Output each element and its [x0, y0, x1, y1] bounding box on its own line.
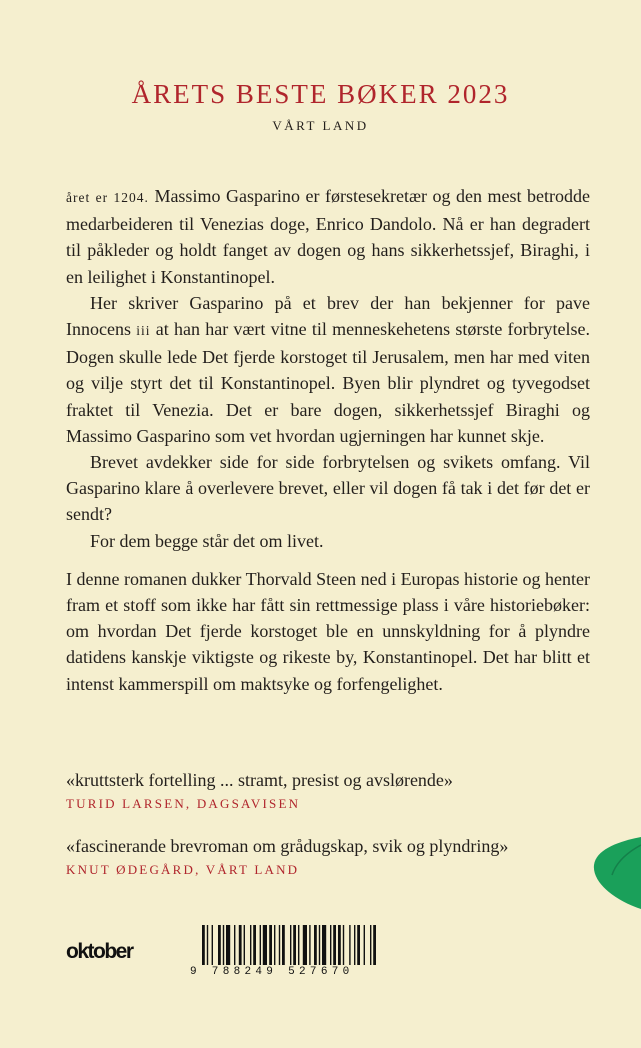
- barcode-bar: [322, 925, 326, 965]
- green-leaf-icon: [590, 835, 641, 915]
- barcode-bar: [357, 925, 360, 965]
- barcode-bar: [250, 925, 251, 965]
- barcode-digits: 9 788249 527670: [190, 966, 354, 978]
- blurb-p2-text-a: Her skriver Gasparino på et brev der han bekjenner for pave Innocens: [66, 292, 590, 340]
- blurb-paragraph-2: [66, 290, 590, 449]
- barcode-bar: [207, 925, 208, 965]
- barcode-bar: [319, 925, 320, 965]
- barcode-bar: [212, 925, 213, 965]
- barcode-bar: [282, 925, 285, 965]
- barcode-bar: [298, 925, 299, 965]
- barcode-bar: [223, 925, 224, 965]
- barcode-bar: [269, 925, 272, 965]
- barcode-bar: [330, 925, 331, 965]
- barcode-bar: [263, 925, 267, 965]
- barcode-bar: [234, 925, 235, 965]
- blurb-pope-numeral: iii: [136, 323, 151, 339]
- barcode-bar: [226, 925, 230, 965]
- barcode-bar: [314, 925, 317, 965]
- publisher-logo: oktober: [66, 940, 133, 963]
- barcode-bar: [303, 925, 307, 965]
- award-title: ÅRETS BESTE BØKER 2023: [131, 79, 510, 109]
- barcode-bar: [239, 925, 242, 965]
- barcode-bar: [309, 925, 310, 965]
- barcode-bar: [202, 925, 205, 965]
- blurb-paragraph-4: For dem begge står det om livet.: [90, 530, 324, 551]
- barcode-bar: [279, 925, 280, 965]
- review-quote-1: [66, 767, 606, 815]
- barcode-bar: [338, 925, 341, 965]
- barcode-bar: [343, 925, 344, 965]
- barcode-bar: [253, 925, 256, 965]
- barcode-bar: [244, 925, 245, 965]
- barcode-bar: [354, 925, 355, 965]
- blurb-paragraph-1: [66, 183, 590, 290]
- barcode-bar: [364, 925, 365, 965]
- barcode-bar: [349, 925, 350, 965]
- barcode-bar: [260, 925, 261, 965]
- blurb-p1-text: Massimo Gasparino er førstesekretær og den mest betrodde medarbeideren til Venezias doge, Enrico Dandolo. Nå er han degradert til påkleder og holdt fanget av dogen og hans sikkerhetssjef, Biraghi, i en leilighet i Konstantinopel.: [66, 186, 591, 287]
- barcode-bar: [373, 925, 376, 965]
- blurb-p2-text-b: at han har vært vitne til menneskehetens største forbrytelse. Dogen skulle lede Det fjerde korstoget til Jerusalem, men har med viten og vilje styrt det til Konstantinopel. Byen blir plyndret og tyvegodset fraktet til Venezia. Det er bare dogen, sikkerhetssjef Biraghi og Massimo Gasparino som vet hvordan ugjerningen har kunnet skje.: [66, 319, 591, 446]
- barcode-bar: [218, 925, 221, 965]
- barcode-bar: [274, 925, 275, 965]
- barcode-bar: [370, 925, 371, 965]
- award-source: VÅRT LAND: [272, 118, 369, 133]
- barcode-bar: [333, 925, 336, 965]
- review-quote-2-text: «fascinerande brevroman om grådugskap, svik og plyndring»: [66, 836, 509, 856]
- blurb-paragraph-3: Brevet avdekker side for side forbrytelsen og svikets omfang. Vil Gasparino klare å overlevere brevet, eller vil dogen få tak i det før det er sendt?: [66, 452, 590, 525]
- barcode-bar: [290, 925, 291, 965]
- review-quote-2: [66, 833, 606, 881]
- blurb-lead: året er 1204.: [66, 190, 149, 205]
- review-quote-1-text: «kruttsterk fortelling ... stramt, presist og avslørende»: [66, 770, 453, 790]
- blurb-paragraph-5: I denne romanen dukker Thorvald Steen ned i Europas historie og henter fram et stoff som ikke har fått sin rettmessige plass i våre historiebøker: om hvordan Det fjerde korstoget ble en unnskyldning for å plyndre datidens kanskje viktigste og rikeste by, Konstantinopel. Det har blitt et intenst kammerspill om maktsyke og forfengelighet.: [66, 568, 591, 694]
- barcode-bar: [293, 925, 296, 965]
- blurb: [66, 183, 590, 697]
- review-quote-1-source: TURID LARSEN, DAGSAVISEN: [66, 796, 301, 811]
- review-quote-2-source: KNUT ØDEGÅRD, VÅRT LAND: [66, 862, 300, 877]
